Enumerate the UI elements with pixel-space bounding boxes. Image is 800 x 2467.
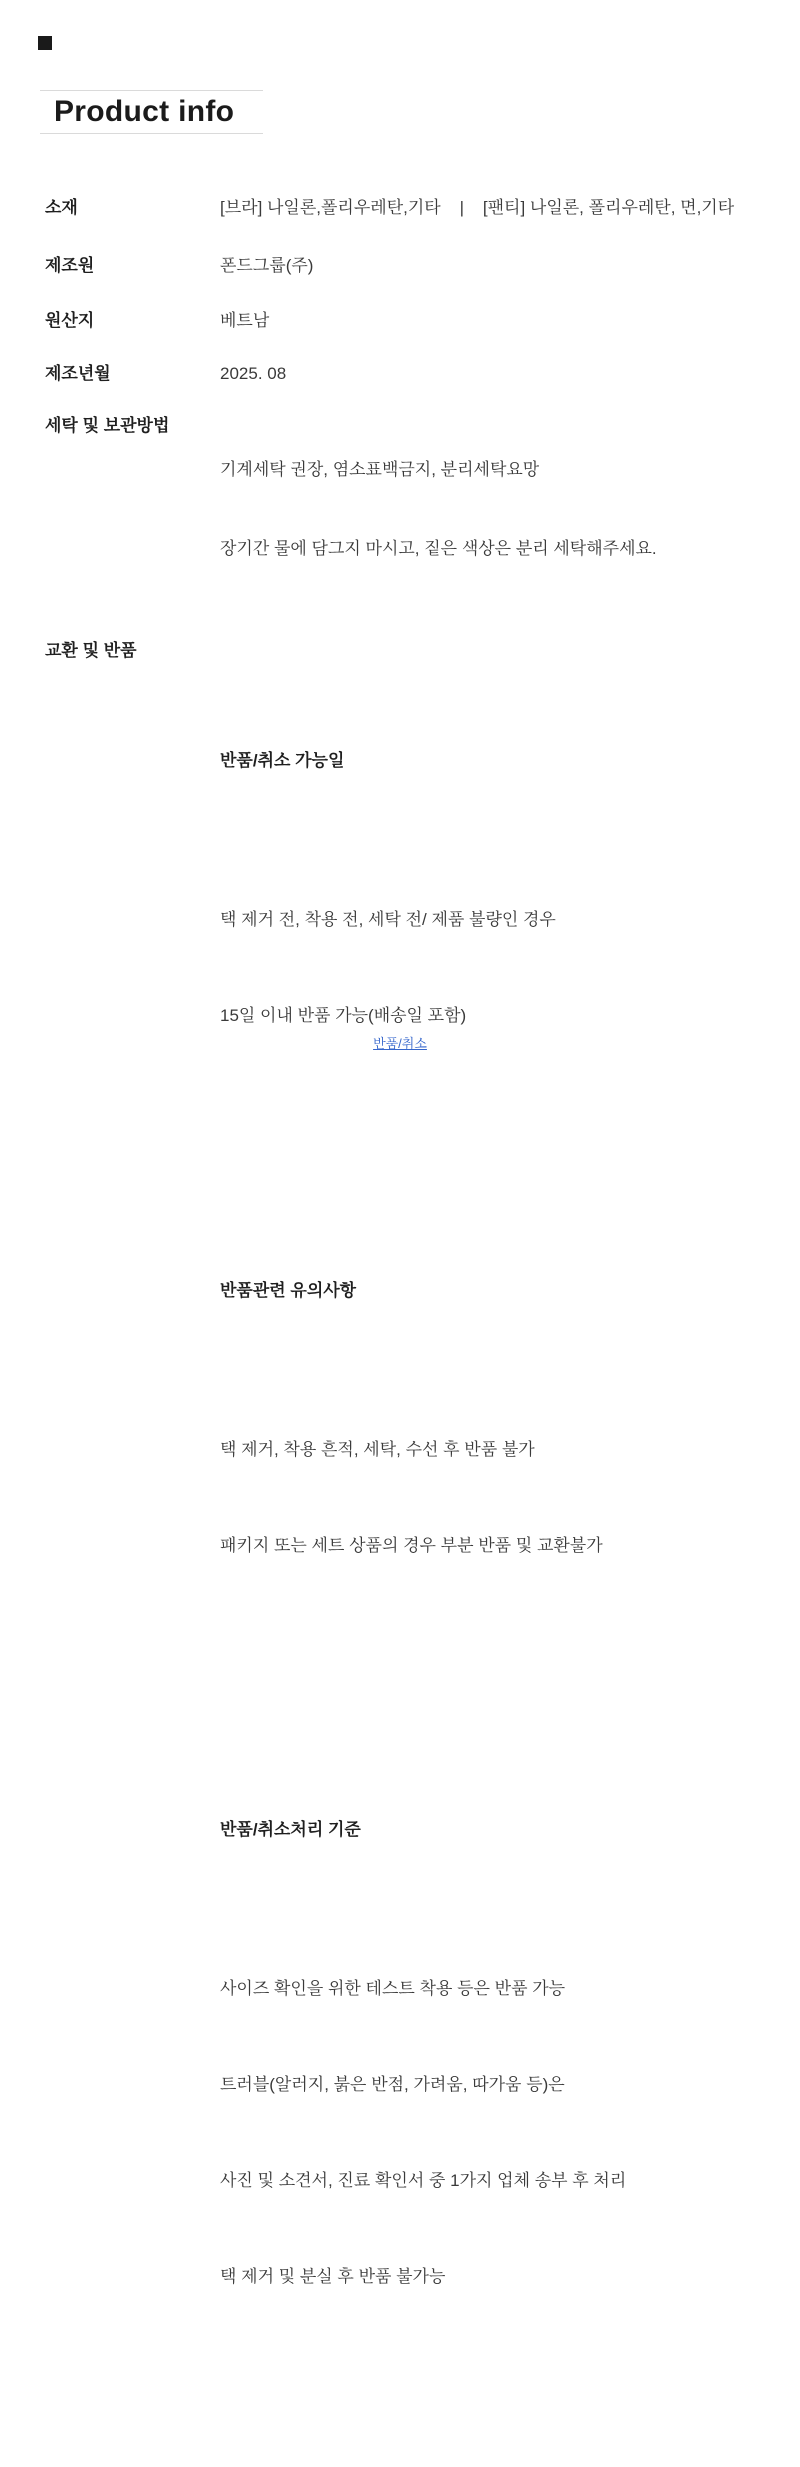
row-manufacture-date	[45, 363, 764, 385]
care-line-2: 장기간 물에 담그지 마시고, 짙은 색상은 분리 세탁해주세요.	[220, 539, 657, 558]
material-label: 소재	[45, 198, 78, 217]
return-section-notes	[220, 1236, 764, 1670]
return-section-lines	[220, 840, 764, 1096]
page-title: Product info	[54, 95, 235, 128]
row-origin	[45, 310, 764, 332]
return-section-lines	[220, 1370, 764, 1626]
material-value: [브라] 나일론,폴리우레탄,기타 | [팬티] 나일론, 폴리우레탄, 면,기타	[220, 198, 735, 217]
care-line-1: 기계세탁 권장, 염소표백금지, 분리세탁요망	[220, 460, 540, 479]
care-value	[220, 415, 764, 604]
care-label: 세탁 및 보관방법	[45, 416, 170, 435]
return-line: 택 제거 및 분실 후 반품 불가능	[220, 2267, 446, 2286]
product-info-table	[45, 197, 764, 2467]
product-info-header	[40, 90, 263, 134]
return-section-available-dates	[220, 706, 764, 1140]
return-section-criteria	[220, 1775, 764, 2401]
return-line: 사진 및 소견서, 진료 확인서 중 1가지 업체 송부 후 처리	[220, 2171, 627, 2190]
manufacturer-value: 폰드그룹(주)	[220, 256, 314, 275]
manufacture-date-value: 2025. 08	[220, 364, 287, 383]
return-section-heading: 반품/취소처리 기준	[220, 1820, 361, 1839]
origin-label: 원산지	[45, 311, 95, 330]
return-line: 15일 이내 반품 가능(배송일 포함)	[220, 1006, 467, 1025]
return-section-heading: 반품관련 유의사항	[220, 1281, 357, 1300]
return-line: 트러블(알러지, 붉은 반점, 가려움, 따가움 등)은	[220, 2075, 565, 2094]
manufacturer-label: 제조원	[45, 256, 95, 275]
return-section-lines	[220, 1909, 764, 2357]
return-line: 택 제거, 착용 흔적, 세탁, 수선 후 반품 불가	[220, 1440, 535, 1459]
return-cancel-link[interactable]: 반품/취소	[373, 1036, 427, 1051]
origin-value: 베트남	[220, 311, 270, 330]
manufacture-date-label: 제조년월	[45, 364, 111, 383]
row-exchange-return	[45, 640, 764, 2467]
exchange-return-value	[220, 640, 764, 2467]
return-line: 사이즈 확인을 위한 테스트 착용 등은 반품 가능	[220, 1979, 566, 1998]
row-material	[45, 197, 764, 219]
row-manufacturer	[45, 255, 764, 277]
exchange-return-label: 교환 및 반품	[45, 641, 137, 660]
return-line: 패키지 또는 세트 상품의 경우 부분 반품 및 교환불가	[220, 1536, 603, 1555]
return-line: 택 제거 전, 착용 전, 세탁 전/ 제품 불량인 경우	[220, 910, 556, 929]
corner-square-mark	[38, 36, 52, 50]
row-care-instructions	[45, 415, 764, 604]
return-section-heading: 반품/취소 가능일	[220, 751, 345, 770]
